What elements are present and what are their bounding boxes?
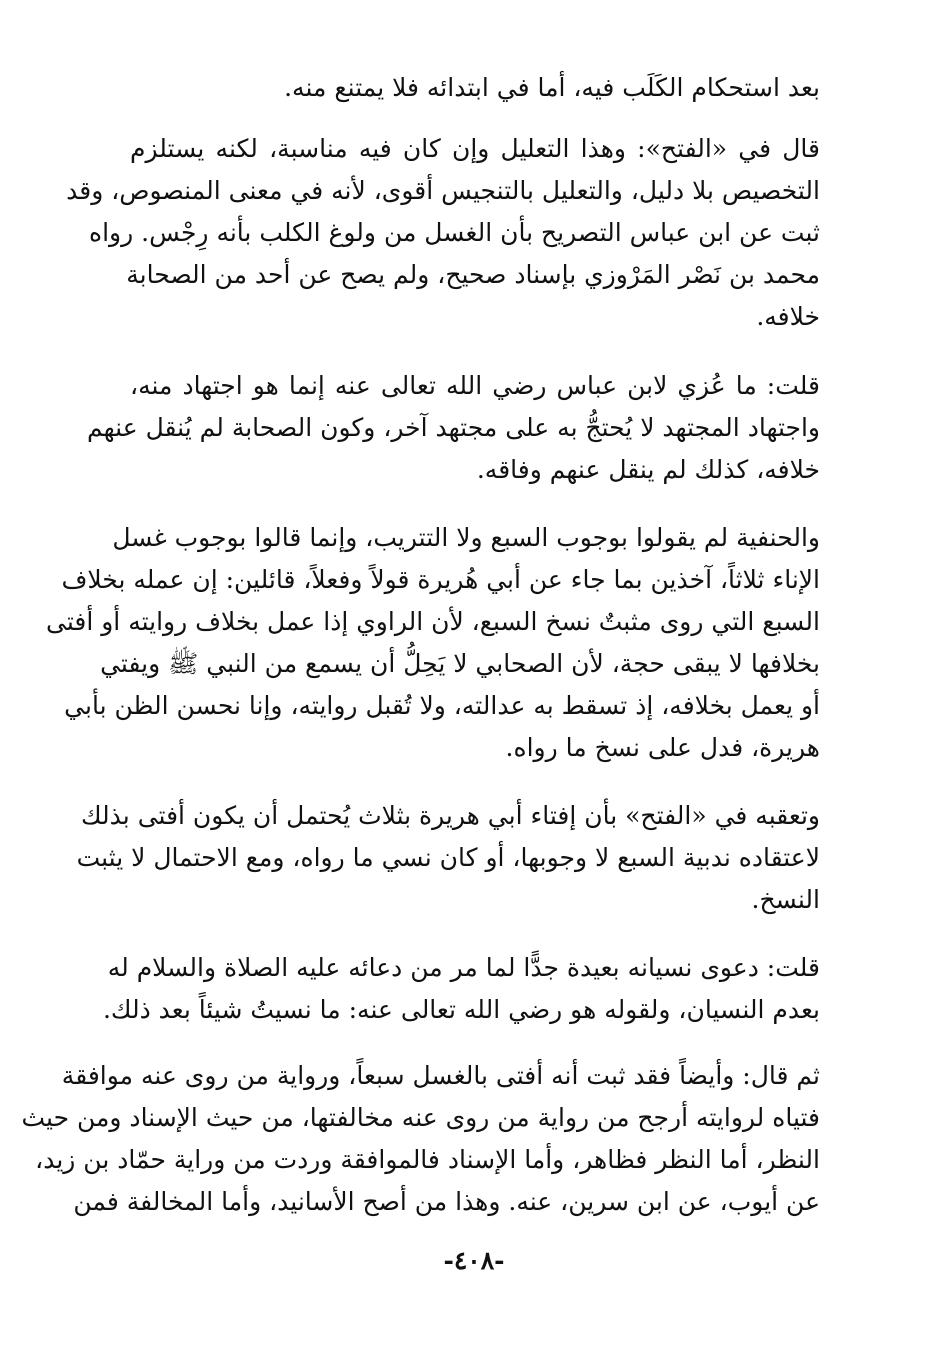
text-line: قلت: ما عُزي لابن عباس رضي الله تعالى عنه إنما هو اجتهاد منه، (130, 371, 820, 400)
text-line: الإناء ثلاثاً، آخذين بما جاء عن أبي هُريرة قولاً وفعلاً، قائلين: إن عمله بخلاف (61, 565, 820, 594)
text-line: بعد استحكام الكَلَب فيه، أما في ابتدائه فلا يمتنع منه. (284, 73, 820, 102)
text-line: أو يعمل بخلافه، إذ تسقط به عدالته، ولا تُقبل روايته، وإنا نحسن الظن بأبي (64, 691, 820, 720)
text-line: واجتهاد المجتهد لا يُحتجُّ به على مجتهد آخر، وكون الصحابة لم يُنقل عنهم (87, 413, 820, 442)
text-line: قال في «الفتح»: وهذا التعليل وإن كان فيه مناسبة، لكنه يستلزم (130, 134, 820, 163)
text-line: قلت: دعوى نسيانه بعيدة جدًّا لما مر من دعائه عليه الصلاة والسلام له (107, 953, 820, 982)
text-line: محمد بن نَصْر المَرْوزي بإسناد صحيح، ولم يصح عن أحد من الصحابة (126, 260, 820, 289)
text-line: النظر، أما النظر فظاهر، وأما الإسناد فالموافقة وردت من وراية حمّاد بن زيد، (35, 1145, 820, 1174)
text-line: السبع التي روى مثبتٌ نسخ السبع، لأن الراوي إذا عمل بخلاف روايته أو أفتى (46, 607, 820, 636)
text-line: وتعقبه في «الفتح» بأن إفتاء أبي هريرة بثلاث يُحتمل أن يكون أفتى بذلك (80, 801, 820, 830)
text-line: والحنفية لم يقولوا بوجوب السبع ولا التتريب، وإنما قالوا بوجوب غسل (112, 523, 820, 552)
text-line: التخصيص بلا دليل، والتعليل بالتنجيس أقوى، لأنه في معنى المنصوص، وقد (66, 176, 820, 205)
text-line: هريرة، فدل على نسخ ما رواه. (505, 733, 820, 762)
text-line: بعدم النسيان، ولقوله هو رضي الله تعالى عنه: ما نسيتُ شيئاً بعد ذلك. (102, 995, 820, 1024)
text-line: لاعتقاده ندبية السبع لا وجوبها، أو كان نسي ما رواه، ومع الاحتمال لا يثبت (76, 843, 820, 872)
text-line: ثبت عن ابن عباس التصريح بأن الغسل من ولوغ الكلب بأنه رِجْس. رواه (89, 218, 820, 247)
text-line: ثم قال: وأيضاً فقد ثبت أنه أفتى بالغسل سبعاً، ورواية من روى عنه موافقة (61, 1061, 820, 1090)
text-line: بخلافها لا يبقى حجة، لأن الصحابي لا يَحِلُّ أن يسمع من النبي ﷺ ويفتي (100, 649, 820, 678)
text-line: خلافه. (756, 302, 820, 331)
text-line: عن أيوب، عن ابن سرين، عنه. وهذا من أصح الأسانيد، وأما المخالفة فمن (73, 1187, 820, 1216)
page-number: -٤٠٨- (443, 1246, 505, 1275)
text-line: خلافه، كذلك لم ينقل عنهم وفاقه. (476, 455, 820, 484)
text-line: فتياه لروايته أرجح من رواية من روى عنه مخالفتها، من حيث الإسناد ومن حيث (21, 1103, 820, 1132)
text-line: النسخ. (751, 885, 820, 914)
